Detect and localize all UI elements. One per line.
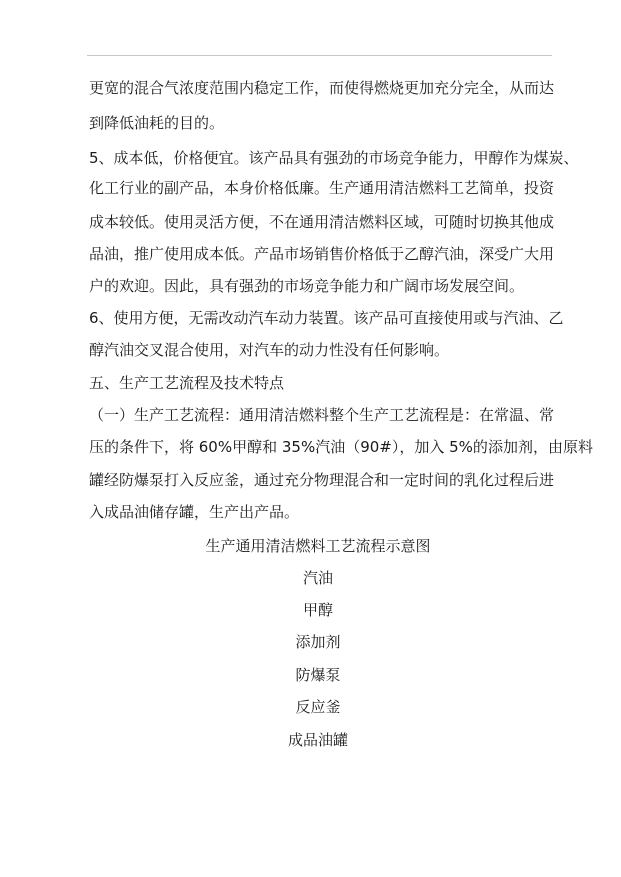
diagram-step: 添加剂 (295, 633, 341, 651)
body-line-2: 到降低油耗的目的。 (89, 114, 225, 132)
body-line-5: 成本较低。使用灵活方便，不在通用清洁燃料区域，可随时切换其他成 (89, 213, 555, 231)
body-line-3: 5、成本低，价格便宜。该产品具有强劲的市场竞争能力，甲醇作为煤炭、 (89, 149, 579, 167)
diagram-step: 成品油罐 (287, 731, 348, 749)
body-line-6: 品油，推广使用成本低。产品市场销售价格低于乙醇汽油，深受广大用 (89, 245, 555, 263)
section-heading: 五、生产工艺流程及技术特点 (89, 374, 285, 392)
diagram-step: 汽油 (302, 569, 333, 587)
diagram-step: 防爆泵 (295, 666, 341, 684)
body-line-7: 户的欢迎。因此，具有强劲的市场竞争能力和广阔市场发展空间。 (89, 277, 525, 295)
body-line-8: 6、使用方便，无需改动汽车动力装置。该产品可直接使用或与汽油、乙 (89, 309, 564, 327)
body-line-1: 更宽的混合气浓度范围内稳定工作，而使得燃烧更加充分完全，从而达 (89, 79, 555, 97)
body-line-13: 罐经防爆泵打入反应釜，通过充分物理混合和一定时间的乳化过程后进 (89, 471, 555, 489)
body-line-9: 醇汽油交叉混合使用，对汽车的动力性没有任何影响。 (89, 341, 450, 359)
diagram-title: 生产通用清洁燃料工艺流程示意图 (205, 537, 431, 555)
diagram-step: 反应釜 (295, 698, 341, 716)
header-rule (87, 55, 552, 56)
body-line-11: （一）生产工艺流程：通用清洁燃料整个生产工艺流程是：在常温、常 (89, 406, 555, 424)
diagram-step: 甲醇 (302, 601, 333, 619)
body-line-14: 入成品油储存罐，生产出产品。 (89, 503, 300, 521)
body-line-12: 压的条件下，将 60%甲醇和 35%汽油（90#），加入 5%的添加剂，由原料 (89, 438, 593, 456)
body-line-4: 化工行业的副产品，本身价格低廉。生产通用清洁燃料工艺简单，投资 (89, 179, 555, 197)
